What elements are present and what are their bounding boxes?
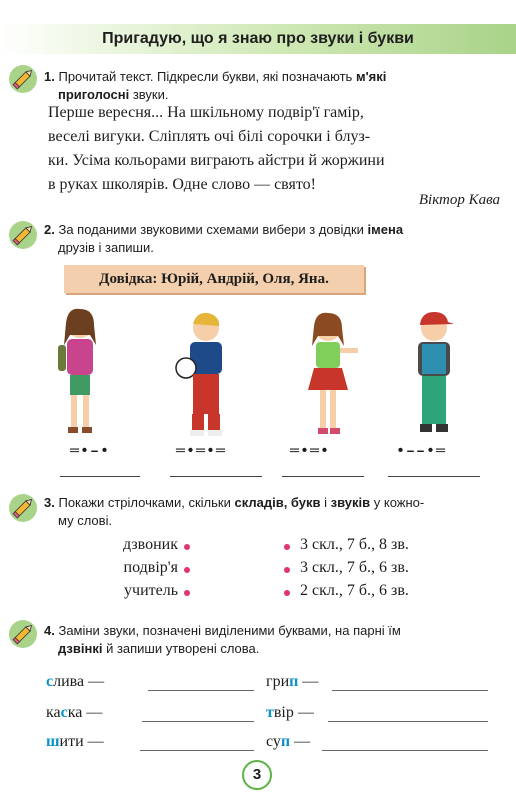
pencil-icon <box>8 220 38 250</box>
word-item: дзвоник <box>123 536 178 553</box>
highlight-letter: т <box>266 704 274 721</box>
answer-line[interactable] <box>282 476 364 477</box>
answer-line[interactable] <box>148 690 254 691</box>
pencil-icon <box>8 64 38 94</box>
option-item: 3 скл., 7 б., 6 зв. <box>300 559 409 576</box>
word-pre: ка <box>46 704 61 721</box>
instruction-bold: приголосні <box>58 87 130 102</box>
instruction-text: й запиши утворені слова. <box>102 641 260 656</box>
dovidka-text: Довідка: Юрій, Андрій, Оля, Яна. <box>99 271 329 287</box>
highlight-letter: с <box>60 704 68 721</box>
sound-scheme: ═•═• <box>290 443 331 460</box>
task1-instruction <box>44 68 499 104</box>
option-dot[interactable] <box>284 567 290 573</box>
poem-line: ки. Усіма кольорами виграють айстри й жоржини <box>48 152 385 169</box>
pencil-icon <box>8 493 38 523</box>
sound-scheme: ═•–• <box>70 443 111 460</box>
task4-word <box>266 673 318 691</box>
answer-line[interactable] <box>60 476 140 477</box>
instruction-bold: складів, букв <box>234 495 321 510</box>
highlight-letter: с <box>46 673 54 690</box>
sound-scheme: ═•═•═ <box>176 443 227 460</box>
poem-line: в руках школярів. Одне слово — свято! <box>48 176 316 193</box>
word-dot[interactable] <box>184 590 190 596</box>
answer-line[interactable] <box>142 721 254 722</box>
word-rest: лива — <box>53 673 105 690</box>
task4-word <box>46 673 104 691</box>
word-item: подвір'я <box>123 559 178 576</box>
instruction-bold: звуків <box>330 495 371 510</box>
word-rest: ити — <box>59 733 104 750</box>
answer-line[interactable] <box>322 750 488 751</box>
word-dot[interactable] <box>184 567 190 573</box>
instruction-bold: дзвінкі <box>58 641 103 656</box>
instruction-bold: імена <box>367 222 404 237</box>
child-boy-ball-illustration <box>172 308 240 440</box>
child-girl-1-illustration <box>50 305 110 440</box>
task-number: 1. <box>44 69 55 84</box>
word-dot[interactable] <box>184 544 190 550</box>
page-number: 3 <box>242 760 272 790</box>
answer-line[interactable] <box>170 476 262 477</box>
answer-line[interactable] <box>140 750 254 751</box>
sound-scheme: •––•═ <box>396 443 447 460</box>
task4-word <box>46 733 104 751</box>
task2-instruction <box>44 221 499 257</box>
instruction-text: Заміни звуки, позначені виділеними буквами, на парні їм <box>58 623 401 638</box>
word-rest: вір — <box>273 704 314 721</box>
task4-word <box>266 704 314 722</box>
option-item: 2 скл., 7 б., 6 зв. <box>300 582 409 599</box>
task3-instruction <box>44 494 499 530</box>
highlight-letter: п <box>280 733 291 750</box>
word-rest: — <box>298 673 319 690</box>
answer-line[interactable] <box>332 690 488 691</box>
option-item: 3 скл., 7 б., 8 зв. <box>300 536 409 553</box>
instruction-text: Прочитай текст. Підкресли букви, які позначають <box>58 69 356 84</box>
page-title: Пригадую, що я знаю про звуки і букви <box>102 30 414 47</box>
child-girl-2-illustration <box>300 308 362 440</box>
task-number: 4. <box>44 623 55 638</box>
instruction-text: у кожно- <box>370 495 425 510</box>
instruction-text: і <box>320 495 331 510</box>
answer-line[interactable] <box>388 476 480 477</box>
poem-line: Перше вересня... На шкільному подвір'ї гамір, <box>48 104 364 121</box>
word-rest: — <box>290 733 311 750</box>
option-dot[interactable] <box>284 590 290 596</box>
highlight-letter: ш <box>46 733 60 750</box>
highlight-letter: п <box>289 673 299 690</box>
child-boy-cap-illustration <box>404 308 464 440</box>
word-rest: ка — <box>67 704 103 721</box>
poem-line: веселі вигуки. Сліплять очі білі сорочки і блуз- <box>48 128 371 145</box>
word-pre: гри <box>266 673 290 690</box>
word-pre: су <box>266 733 281 750</box>
instruction-text: Покажи стрілочками, скільки <box>58 495 235 510</box>
task4-word <box>266 733 310 751</box>
word-item: учитель <box>124 582 178 599</box>
answer-line[interactable] <box>328 721 488 722</box>
task-number: 3. <box>44 495 55 510</box>
pencil-icon <box>8 619 38 649</box>
task4-word <box>46 704 102 722</box>
instruction-text: За поданими звуковими схемами вибери з довідки <box>58 222 368 237</box>
instruction-text: звуки. <box>129 87 169 102</box>
instruction-bold: м'які <box>355 69 387 84</box>
instruction-text: друзів і запиши. <box>58 240 154 255</box>
task4-instruction <box>44 622 499 658</box>
instruction-text: му слові. <box>58 513 113 528</box>
task-number: 2. <box>44 222 55 237</box>
poem-author: Віктор Кава <box>418 192 500 208</box>
option-dot[interactable] <box>284 544 290 550</box>
